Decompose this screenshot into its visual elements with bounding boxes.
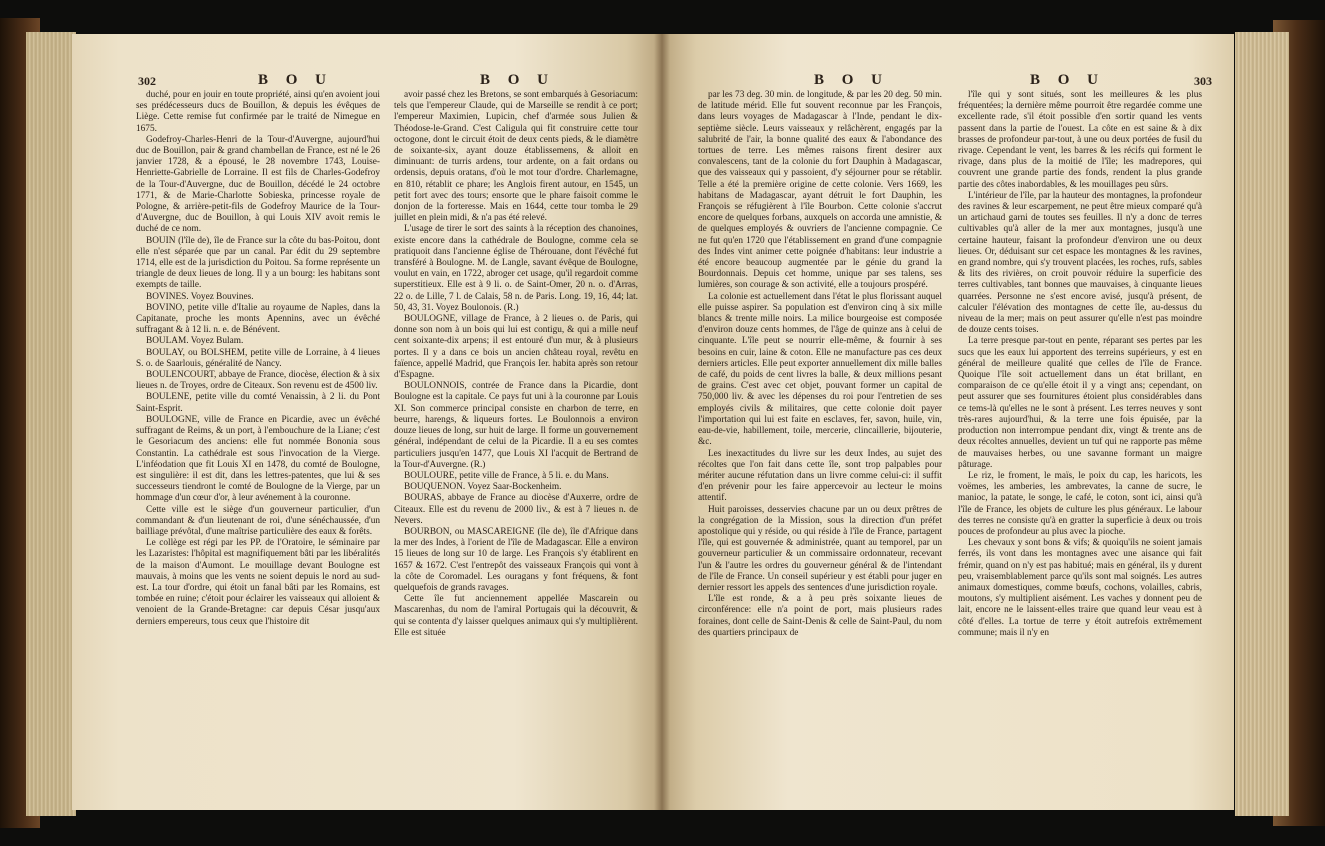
paragraph: BOUIN (l'île de), île de France sur la côte du bas-Poitou, dont elle n'est séparée que par un canal. Par édit du 29 septembre 1714, elle est de la jurisdiction du Poitou. Sa forme représente un triangle de deux lieues de long. Il y a un bourg: les habitans sont exempts de taille. [136, 235, 380, 291]
left-page [72, 34, 662, 810]
paragraph: La colonie est actuellement dans l'état le plus florissant auquel elle puisse aspirer. Sa population est d'environ cinq à six mille blancs & trente mille noirs. La milice bourgeoise est composée d'environ douze cents hommes, de l'âge de quinze ans à celui de cinquante. L'île peut se nourrir elle-même, & fournir à ses besoins en cuir, laine & coton. Elle ne manufacture pas ces deux derniers articles. Elle peut exporter annuellement dix mille balles de café, du poids de cent livres la balle, & deux millions pesant de grains. C'est avec cet objet, pouvant former un capital de 750,000 liv. & avec les dépenses du roi pour l'entretien de ses employés civils & militaires, que cette colonie doit payer l'importation qui lui est faite en esclaves, fer, savon, huile, vin, eau-de-vie, habillement, toile, mercerie, clincaillerie, bijouterie, &c. [698, 291, 942, 448]
text-column-left-2 [394, 90, 638, 800]
paragraph: Huit paroisses, desservies chacune par un ou deux prêtres de la congrégation de la Mission, sous la direction d'un préfet apostolique qui y réside, ou qui réside à l'île de France, partagent l'île, qui est gouvernée & administrée, quant au temporel, par un gouverneur particulier & un commissaire ordonnateur, recevant l'un & l'autre les ordres du gouverneur général & de l'intendant de l'île de France. Un conseil supérieur y est établi pour juger en dernier ressort les appels des sentences d'une jurisdiction royale. [698, 504, 942, 593]
text-column-right-1 [698, 90, 942, 800]
paragraph: Les chevaux y sont bons & vifs; & quoiqu'ils ne soient jamais ferrés, ils vont dans les montagnes avec une aisance qui fait frémir, quand on n'y est pas habitué; mais en général, ils y durent peu, vraisemblablement parce qu'ils sont mal soignés. Les autres animaux domestiques, comme bœufs, cochons, volailles, cabris, moutons, s'y multiplient aisément. Les vaches y donnent peu de lait, encore ne le laissent-elles traire que quand leur veau est à côté d'elles. La tortue de terre y étoit autrefois extrêmement commune; mais il n'y en [958, 538, 1202, 638]
paragraph: BOVINES. Voyez Bouvines. [146, 291, 254, 302]
paragraph: Cette ville est le siège d'un gouverneur particulier, d'un commandant & d'un lieutenant de roi, d'une sénéchaussée, d'un bailliage prévôtal, d'une maîtrise particulière des eaux & forêts. [136, 504, 380, 537]
paragraph: BOURAS, abbaye de France au diocèse d'Auxerre, ordre de Citeaux. Elle est du revenu de 2000 liv., & est à 7 lieues n. de Nevers. [394, 493, 638, 526]
paragraph: BOULENE, petite ville du comté Venaissin, à 2 li. du Pont Saint-Esprit. [136, 392, 380, 414]
running-head-left-col2: B O U [480, 72, 556, 88]
paragraph: Le collège est régi par les PP. de l'Oratoire, le séminaire par les Lazaristes: l'hôpital est magnifiquement bâti par les libéralités de la maison d'Aumont. Le mouillage devant Boulogne est mauvais, à moins que les vents ne soient depuis le nord au sud-est. La tour d'ordre, qui étoit un fanal bâti par les Romains, est tombée en ruine; c'étoit pour éclairer les vaisseaux qui alloient & venoient de la Grande-Bretagne: car depuis César jusqu'aux derniers empereurs, tous ceux que l'histoire dit [136, 538, 380, 627]
paragraph: BOULENCOURT, abbaye de France, diocèse, élection & à six lieues n. de Troyes, ordre de Citeaux. Son revenu est de 4500 liv. [136, 370, 380, 392]
paragraph: BOULOGNE, village de France, à 2 lieues o. de Paris, qui donne son nom à un bois qui lui est contigu, & qui a mille neuf cent soixante-dix arpens; il est entouré d'un mur, & à plusieurs portes. Il y a dans ce bois un ancien château royal, revêtu en faïence, appellé Madrid, que François Ier. habita après son retour d'Espagne. [394, 314, 638, 381]
paragraph: L'intérieur de l'île, par la hauteur des montagnes, la profondeur des ravines & leur escarpement, ne peut être mieux comparé qu'à un artichaud garni de toutes ses feuilles. Il n'y a donc de terres cultivables qu'à aller de la mer aux montagnes, jusqu'à une certaine hauteur, faisant la profondeur d'environ une ou deux lieues. Or, déduisant sur cet espace les montagnes & les ravines, en grand nombre, qui s'y trouvent placées, les roches, rufs, sables & lits des rivières, on croit pouvoir réduire la superficie des terres cultivables, tant bonnes que mauvaises, à cinquante lieues quarrées. Personne ne s'est encore avisé, jusqu'à présent, de calculer l'élévation des montagnes de cette île, au-dessus du niveau de la mer; mais on peut assurer qu'elle n'est pas moindre de douze cents toises. [958, 190, 1202, 336]
running-head-right-col1: B O U [814, 72, 890, 88]
paragraph: BOULAM. Voyez Bulam. [146, 336, 244, 347]
paragraph: BOUQUENON. Voyez Saar-Bockenheim. [404, 482, 562, 493]
page-number-left: 302 [138, 74, 156, 88]
paragraph: l'île qui y sont situés, sont les meilleures & les plus fréquentées; la dernière même pourroit être regardée comme une excellente rade, s'il étoit possible d'en sortir quand les vents passent dans la partie de l'ouest. La côte en est saine & à dix brasses de profondeur par-tout, à une ou deux portées de fusil du rivage. Cependant le vent, les barres & les récifs qui forment le rivage, dans plus de la moitié de l'île; les madrepores, qui couvrent une grande partie des fonds, rendent la plus grande partie des côtes inabordables, & les mouillages peu sûrs. [958, 90, 1202, 190]
text-column-right-2 [958, 90, 1202, 800]
paragraph: Les inexactitudes du livre sur les deux Indes, au sujet des récoltes que l'on fait dans cette île, sont trop palpables pour mériter aucune réfutation dans un livre comme celui-ci: il suffit d'en prévenir pour les faire appercevoir au lecteur le moins attentif. [698, 448, 942, 504]
paragraph: L'usage de tirer le sort des saints à la réception des chanoines, existe encore dans la cathédrale de Boulogne, comme cela se pratiquoit dans l'ancienne église de Thérouane, dont l'évêché fut transféré à Boulogne. M. de Langle, savant évêque de Boulogne, voulut en vain, en 1722, abroger cet usage, qu'il regardoit comme superstitieux. Elle est à 9 li. o. de Saint-Omer, 20 n. o. d'Arras, 22 o. de Lille, 7 l. de Calais, 58 n. de Paris. Long. 19, 16, 44; lat. 50, 43, 31. Voyez Boulonois. (R.) [394, 224, 638, 313]
paragraph: Godefroy-Charles-Henri de la Tour-d'Auvergne, aujourd'hui duc de Bouillon, pair & grand chambellan de France, est né le 26 janvier 1728, & a épousé, le 28 novembre 1743, Louise-Henriette-Gabrielle de Lorraine. Il est fils de Charles-Godefroy de la Tour-d'Auvergne, duc de Bouillon, décédé le 24 octobre 1771, & de Marie-Charlotte Sobieska, princesse royale de Pologne, & arrière-petit-fils de Godefroy Maurice de la Tour-d'Auvergne, duc de Bouillon, à qui Louis XIV avoit remis le duché de ce nom. [136, 134, 380, 235]
paragraph: avoir passé chez les Bretons, se sont embarqués à Gesoriacum: tels que l'empereur Claude, qui de Marseille se rendit à ce port; l'empereur Maximien, Lupicin, chef d'armée sous Julien & Théodose-le-Grand. C'est Caligula qui fit construire cette tour octogone, dont le circuit étoit de deux cents pieds, & le diamètre de soixante-six, ayant douze établissemens, & alloit en diminuant: de turris ardens, tour ardente, on a fait ordans ou ordensis, depuis oratans, d'où le mot tour d'ordre. Charlemagne, en 810, rétablit ce phare; les Anglois firent autour, en 1545, un petit fort avec des tours; ensorte que le phare faisoit comme le donjon de la forteresse. Mais en 1644, cette tour tomba le 29 juillet en plein midi, & n'a pas été relevé. [394, 90, 638, 224]
text-column-left-1 [136, 90, 380, 800]
paragraph: BOVINO, petite ville d'Italie au royaume de Naples, dans la Capitanate, proche les monts Apennins, avec un évêché suffragant & à 12 li. n. e. de Bénévent. [136, 302, 380, 336]
paragraph: La terre presque par-tout en pente, réparant ses pertes par les sucs que les eaux lui apportent des terreins supérieurs, y est en général de meilleure qualité que celles de l'île de France. Quoique l'île soit actuellement dans un état brillant, en comparaison de ce qu'elle étoit il y a vingt ans; cependant, on peut assurer que ses fournitures étoient plus considérables dans ce tems-là qu'elles ne le sont à présent. Les terres neuves y sont très-rares aujourd'hui, & la terre une fois épuisée, par la production non interrompue pendant dix, vingt & trente ans de deux récoltes annuelles, devient un tuf qui ne rapporte pas même de mauvaises herbes, ou une savanne formant un maigre pâturage. [958, 336, 1202, 470]
paragraph: BOULOURE, petite ville de France, à 5 li. e. du Mans. [404, 470, 609, 481]
right-page [662, 34, 1234, 810]
page-edges-left [26, 32, 76, 816]
paragraph: duché, pour en jouir en toute propriété, ainsi qu'en avoient joui ses prédécesseurs ducs de Bouillon, & depuis les évêques de Liège. Cette remise fut confirmée par le traité de Nimegue en 1675. [136, 90, 380, 134]
paragraph: par les 73 deg. 30 min. de longitude, & par les 20 deg. 50 min. de latitude mérid. Elle fut souvent reconnue par les François, dans leurs voyages de Madagascar à l'Inde, pendant le dix-septième siècle. Leurs vaisseaux y relâchèrent, engagés par la salubrité de l'air, la bonne qualité des eaux & l'abondance des tortues de terre. Les mêmes raisons firent desirer aux convalescens, tant de la colonie du fort Dauphin à Madagascar, que des vaisseaux qui y passoient, d'y séjourner pour se rétablir. Telle a été la première origine de cette colonie. Vers 1669, les habitans de Madagascar, ayant détruit le fort Dauphin, les François se réfugièrent à l'île Bourbon. Cette colonie s'accrut encore de quelques forbans, auxquels on accorda une amnistie, & de quelques employés & ouvriers de l'ancienne compagnie. Ce ne fut qu'en 1720 que l'établissement en grand d'une compagnie des Indes vint animer cette poignée d'habitans: leur industrie a été encore beaucoup augmentée par le génie du grand la Bourdonnais. Depuis cet homme, unique par ses talens, ses lumières, son courage & son activité, elle a toujours prospéré. [698, 90, 942, 291]
paragraph: BOULONNOIS, contrée de France dans la Picardie, dont Boulogne est la capitale. Ce pays fut uni à la couronne par Louis XI. Son commerce principal consiste en charbon de terre, en beurre, harengs, & liqueurs fortes. Le Boulonnois a environ douze lieues de long, sur huit de large. Il forme un gouvernement général, indépendant de celui de la Picardie. Il a eu ses comtes particuliers jusqu'en 1477, que Louis XI l'acquit de Bertrand de la Tour-d'Auvergne. (R.) [394, 381, 638, 470]
paragraph: BOURBON, ou MASCAREIGNE (île de), île d'Afrique dans la mer des Indes, à l'orient de l'île de Madagascar. Elle a environ 15 lieues de long sur 10 de large. Les François s'y établirent en 1657 & 1672. C'est l'entrepôt des vaisseaux François qui vont à la côte de Coromadel. Les ouragans y font fréquens, & font quelquefois de grands ravages. [394, 526, 638, 593]
page-edges-right [1235, 32, 1289, 816]
book-gutter [654, 34, 670, 810]
page-number-right: 303 [1194, 74, 1212, 88]
paragraph: BOULOGNE, ville de France en Picardie, avec un évêché suffragant de Reims, & un port, à l'embouchure de la Liane; c'est le Gesoriacum des anciens: elle fut nommée Bononia sous Constantin. La cathédrale est sous l'invocation de la Vierge. L'inféodation que fit Louis XI en 1478, du comté de Boulogne, est singulière: il est dit, dans les lettres-patentes, que lui & ses successeurs tiendront le comté de Boulogne de la Vierge, par un hommage d'un cœur d'or, à leur avénement à la couronne. [136, 414, 380, 504]
paragraph: BOULAY, ou BOLSHEM, petite ville de Lorraine, à 4 lieues S. o. de Saarlouis, généralité de Nancy. [136, 347, 380, 369]
running-head-right-col2: B O U [1030, 72, 1106, 88]
paragraph: L'île est ronde, & a à peu près soixante lieues de circonférence: elle n'a point de port, mais plusieurs rades foraines, dont celle de Saint-Denis & celle de Saint-Paul, du nom des quartiers principaux de [698, 594, 942, 638]
running-head-left-col1: B O U [258, 72, 334, 88]
paragraph: Le riz, le froment, le maïs, le poix du cap, les haricots, les voëmes, les amberies, les ambrevates, la canne de sucre, le manioc, la patate, le songe, le café, le coton, sont ici, ainsi qu'à l'île de France, les objets de culture les plus généraux. Le labour des terres ne consiste qu'à en gratter la superficie à deux ou trois pouces de profondeur au plus avec la pioche. [958, 470, 1202, 537]
paragraph: Cette île fut anciennement appellée Mascarein ou Mascarenhas, du nom de l'amiral Portugais qui la découvrit, & qui se contenta d'y laisser quelques animaux qui s'y multiplièrent. Elle est située [394, 594, 638, 638]
